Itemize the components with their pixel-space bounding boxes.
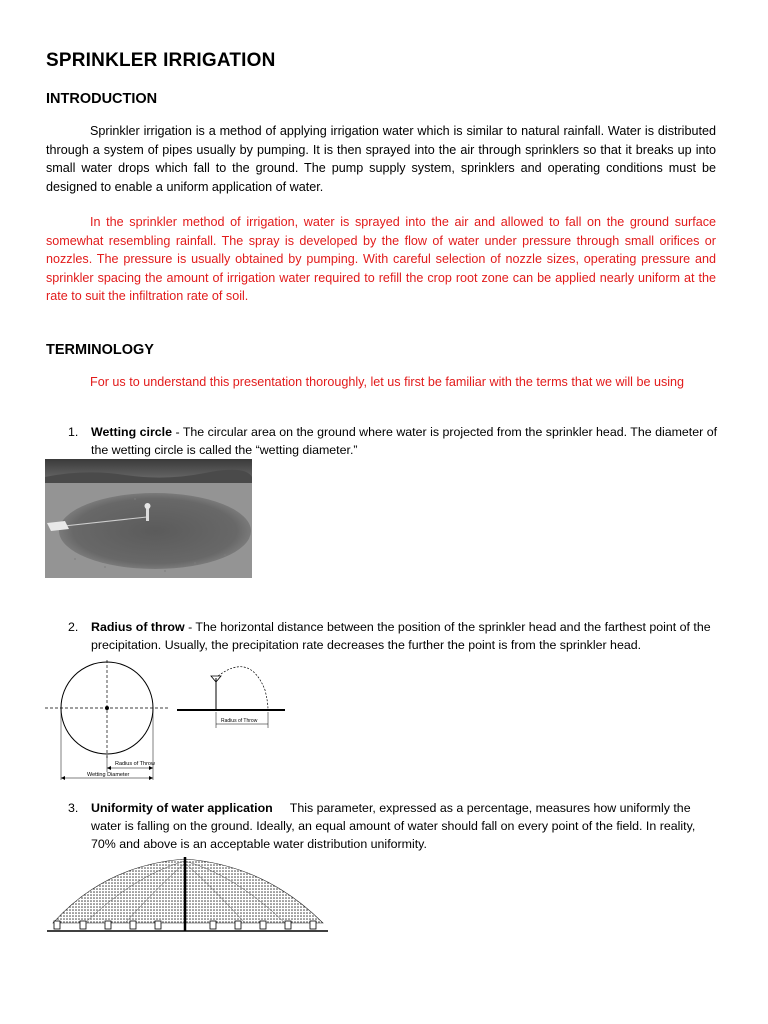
list-number: 3.	[68, 801, 79, 815]
diameter-label: Wetting Diameter	[87, 772, 130, 778]
document-title: SPRINKLER IRRIGATION	[46, 50, 276, 71]
term-name: Wetting circle	[91, 425, 173, 439]
intro-paragraph-2: In the sprinkler method of irrigation, water is sprayed into the air and allowed to fall on the ground surface somewhat resembling rainfall. The spray is developed by the flow of water under pressure through small orifices or nozzles. The pressure is usually obtained by pumping. With careful selection of nozzle sizes, operating pressure and sprinkler spacing the amount of irrigation water required to refill the crop root zone can be applied nearly uniform at the rate to suit the infiltration rate of soil.	[46, 215, 716, 303]
section-heading-terminology: TERMINOLOGY	[46, 342, 154, 358]
intro-paragraph-1: Sprinkler irrigation is a method of applying irrigation water which is similar to natural rainfall. Water is distributed through a system of pipes usually by pumping. It is then sprayed into the air through sprinklers so that it breaks up into small water drops which fall to the ground. The pump supply system, sprinklers and operating conditions must be designed to enable a uniform application of water.	[46, 124, 716, 194]
term-description: The horizontal distance between the position of the sprinkler head and the farthest point of the precipitation. Usually, the precipitation rate decreases the further the point is from the sprinkler head.	[91, 620, 711, 652]
section-heading-introduction: INTRODUCTION	[46, 91, 158, 107]
list-number: 2.	[68, 620, 79, 634]
list-item-uniformity	[68, 799, 720, 853]
uniformity-spray-diagram	[45, 855, 330, 935]
term-name: Uniformity of water application	[91, 801, 273, 815]
term-description: The circular area on the ground where water is projected from the sprinkler head. The diameter of the wetting circle is called the “wetting diameter.”	[91, 425, 718, 457]
term-name: Radius of throw	[91, 620, 185, 634]
list-item-wetting-circle: 1. Wetting circle - The circular area on the ground where water is projected from the sprinkler head. The diameter of the wetting circle is called the “wetting diameter.”	[68, 425, 718, 457]
wetting-circle-photo	[45, 459, 252, 578]
list-number: 1.	[68, 425, 79, 439]
terminology-intro: For us to understand this presentation thoroughly, let us first be familiar with the terms that we will be using	[90, 375, 685, 389]
list-item-radius-of-throw: 2. Radius of throw - The horizontal distance between the position of the sprinkler head and the farthest point of the precipitation. Usually, the precipitation rate decreases the further the point is from the sprinkler head.	[68, 620, 711, 652]
radius-label: Radius of Throw	[115, 761, 155, 767]
radius-of-throw-diagram	[45, 660, 290, 785]
term-description: This parameter, expressed as a percentage, measures how uniformly the water is falling on the ground. Ideally, an equal amount of water should fall on every point of the field. In reality, 70% and above is an acceptable water distribution uniformity.	[91, 801, 696, 851]
side-radius-label: Radius of Throw	[221, 718, 258, 724]
